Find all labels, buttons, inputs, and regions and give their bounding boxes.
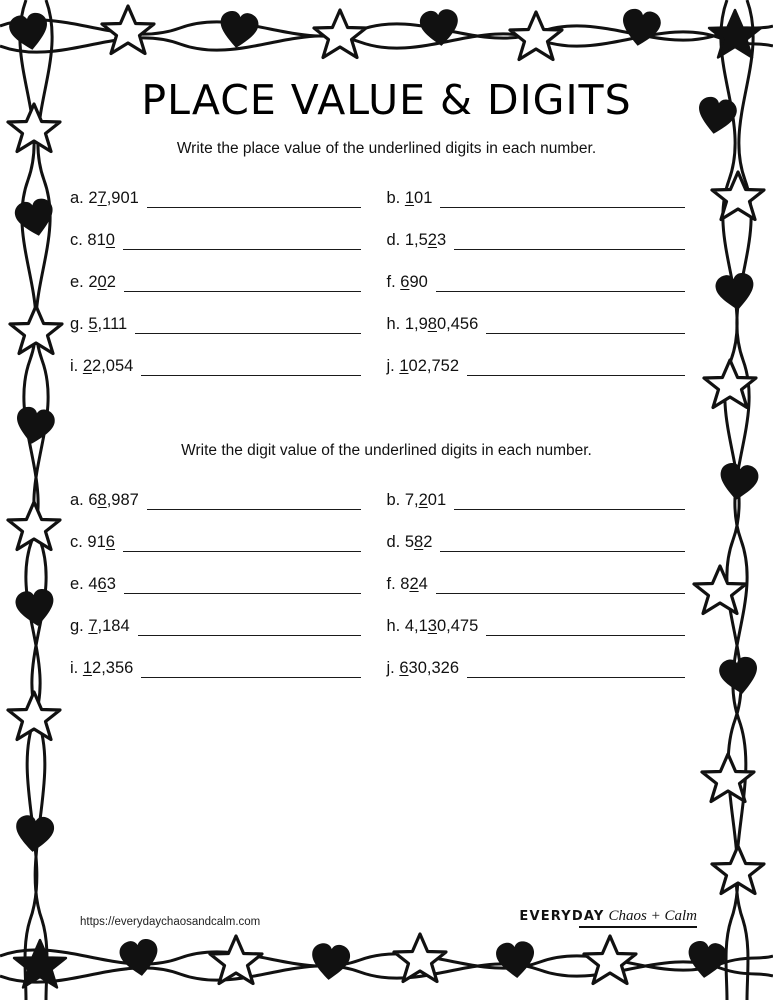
problem-h xyxy=(387,314,704,334)
answer-blank[interactable] xyxy=(124,274,361,292)
instruction-place-value: Write the place value of the underlined digits in each number. xyxy=(176,140,597,157)
answer-blank[interactable] xyxy=(436,576,685,594)
brand-name-script: Chaos + Calm xyxy=(608,908,697,924)
problem-c xyxy=(70,230,387,250)
problem-number: f. 690 xyxy=(386,273,428,291)
answer-blank[interactable] xyxy=(141,358,360,376)
answer-blank[interactable] xyxy=(135,316,360,334)
problem-number: j. 102,752 xyxy=(386,357,459,375)
problem-row xyxy=(70,532,703,552)
problem-number: b. 7,201 xyxy=(386,491,447,509)
problem-f xyxy=(387,574,704,594)
problem-number: a. 27,901 xyxy=(70,189,139,207)
answer-blank[interactable] xyxy=(467,660,685,678)
problem-number: e. 202 xyxy=(70,273,116,291)
answer-blank[interactable] xyxy=(486,316,685,334)
brand-logo xyxy=(519,909,703,928)
problem-i xyxy=(70,658,387,678)
problem-number: f. 824 xyxy=(386,575,428,593)
answer-blank[interactable] xyxy=(147,190,361,208)
problem-b xyxy=(387,188,704,208)
answer-blank[interactable] xyxy=(147,492,361,510)
answer-blank[interactable] xyxy=(440,190,685,208)
answer-blank[interactable] xyxy=(436,274,685,292)
problem-d xyxy=(387,532,704,552)
problem-number: j. 630,326 xyxy=(386,659,459,677)
problem-number: d. 1,523 xyxy=(386,231,447,249)
footer xyxy=(70,909,703,928)
problem-set-digit-value xyxy=(70,490,703,678)
problem-set-place-value xyxy=(70,188,703,376)
brand-name-bold: EVERYDAY xyxy=(519,909,605,924)
problem-number: i. 12,356 xyxy=(70,659,134,677)
problem-number: a. 68,987 xyxy=(70,491,139,509)
problem-b xyxy=(387,490,704,510)
problem-row xyxy=(70,490,703,510)
answer-blank[interactable] xyxy=(454,492,685,510)
problem-row xyxy=(70,574,703,594)
answer-blank[interactable] xyxy=(486,618,685,636)
problem-row xyxy=(70,272,703,292)
problem-e xyxy=(70,574,387,594)
answer-blank[interactable] xyxy=(124,576,361,594)
problem-row xyxy=(70,616,703,636)
problem-g xyxy=(70,616,387,636)
worksheet xyxy=(70,66,703,936)
problem-number: h. 1,980,456 xyxy=(386,315,479,333)
problem-i xyxy=(70,356,387,376)
section-spacer xyxy=(70,398,703,442)
problem-g xyxy=(70,314,387,334)
instruction-digit-value: Write the digit value of the underlined digits in each number. xyxy=(181,442,592,459)
problem-a xyxy=(70,188,387,208)
answer-blank[interactable] xyxy=(123,232,361,250)
problem-row xyxy=(70,188,703,208)
answer-blank[interactable] xyxy=(141,660,360,678)
problem-c xyxy=(70,532,387,552)
problem-row xyxy=(70,658,703,678)
site-url: https://everydaychaosandcalm.com xyxy=(80,916,261,928)
problem-row xyxy=(70,230,703,250)
problem-number: e. 463 xyxy=(70,575,116,593)
page-title: PLACE VALUE & DIGITS xyxy=(141,76,632,124)
problem-number: c. 916 xyxy=(70,533,115,551)
answer-blank[interactable] xyxy=(440,534,685,552)
answer-blank[interactable] xyxy=(467,358,685,376)
problem-f xyxy=(387,272,704,292)
problem-j xyxy=(387,356,704,376)
answer-blank[interactable] xyxy=(138,618,361,636)
brand-underline xyxy=(579,926,697,928)
problem-e xyxy=(70,272,387,292)
answer-blank[interactable] xyxy=(123,534,361,552)
problem-d xyxy=(387,230,704,250)
answer-blank[interactable] xyxy=(454,232,685,250)
problem-number: g. 5,111 xyxy=(70,315,128,333)
problem-h xyxy=(387,616,704,636)
problem-a xyxy=(70,490,387,510)
problem-number: h. 4,130,475 xyxy=(386,617,479,635)
problem-number: c. 810 xyxy=(70,231,115,249)
problem-j xyxy=(387,658,704,678)
problem-number: d. 582 xyxy=(386,533,433,551)
problem-row xyxy=(70,314,703,334)
problem-number: i. 22,054 xyxy=(70,357,134,375)
problem-number: b. 101 xyxy=(386,189,433,207)
problem-number: g. 7,184 xyxy=(70,617,130,635)
problem-row xyxy=(70,356,703,376)
